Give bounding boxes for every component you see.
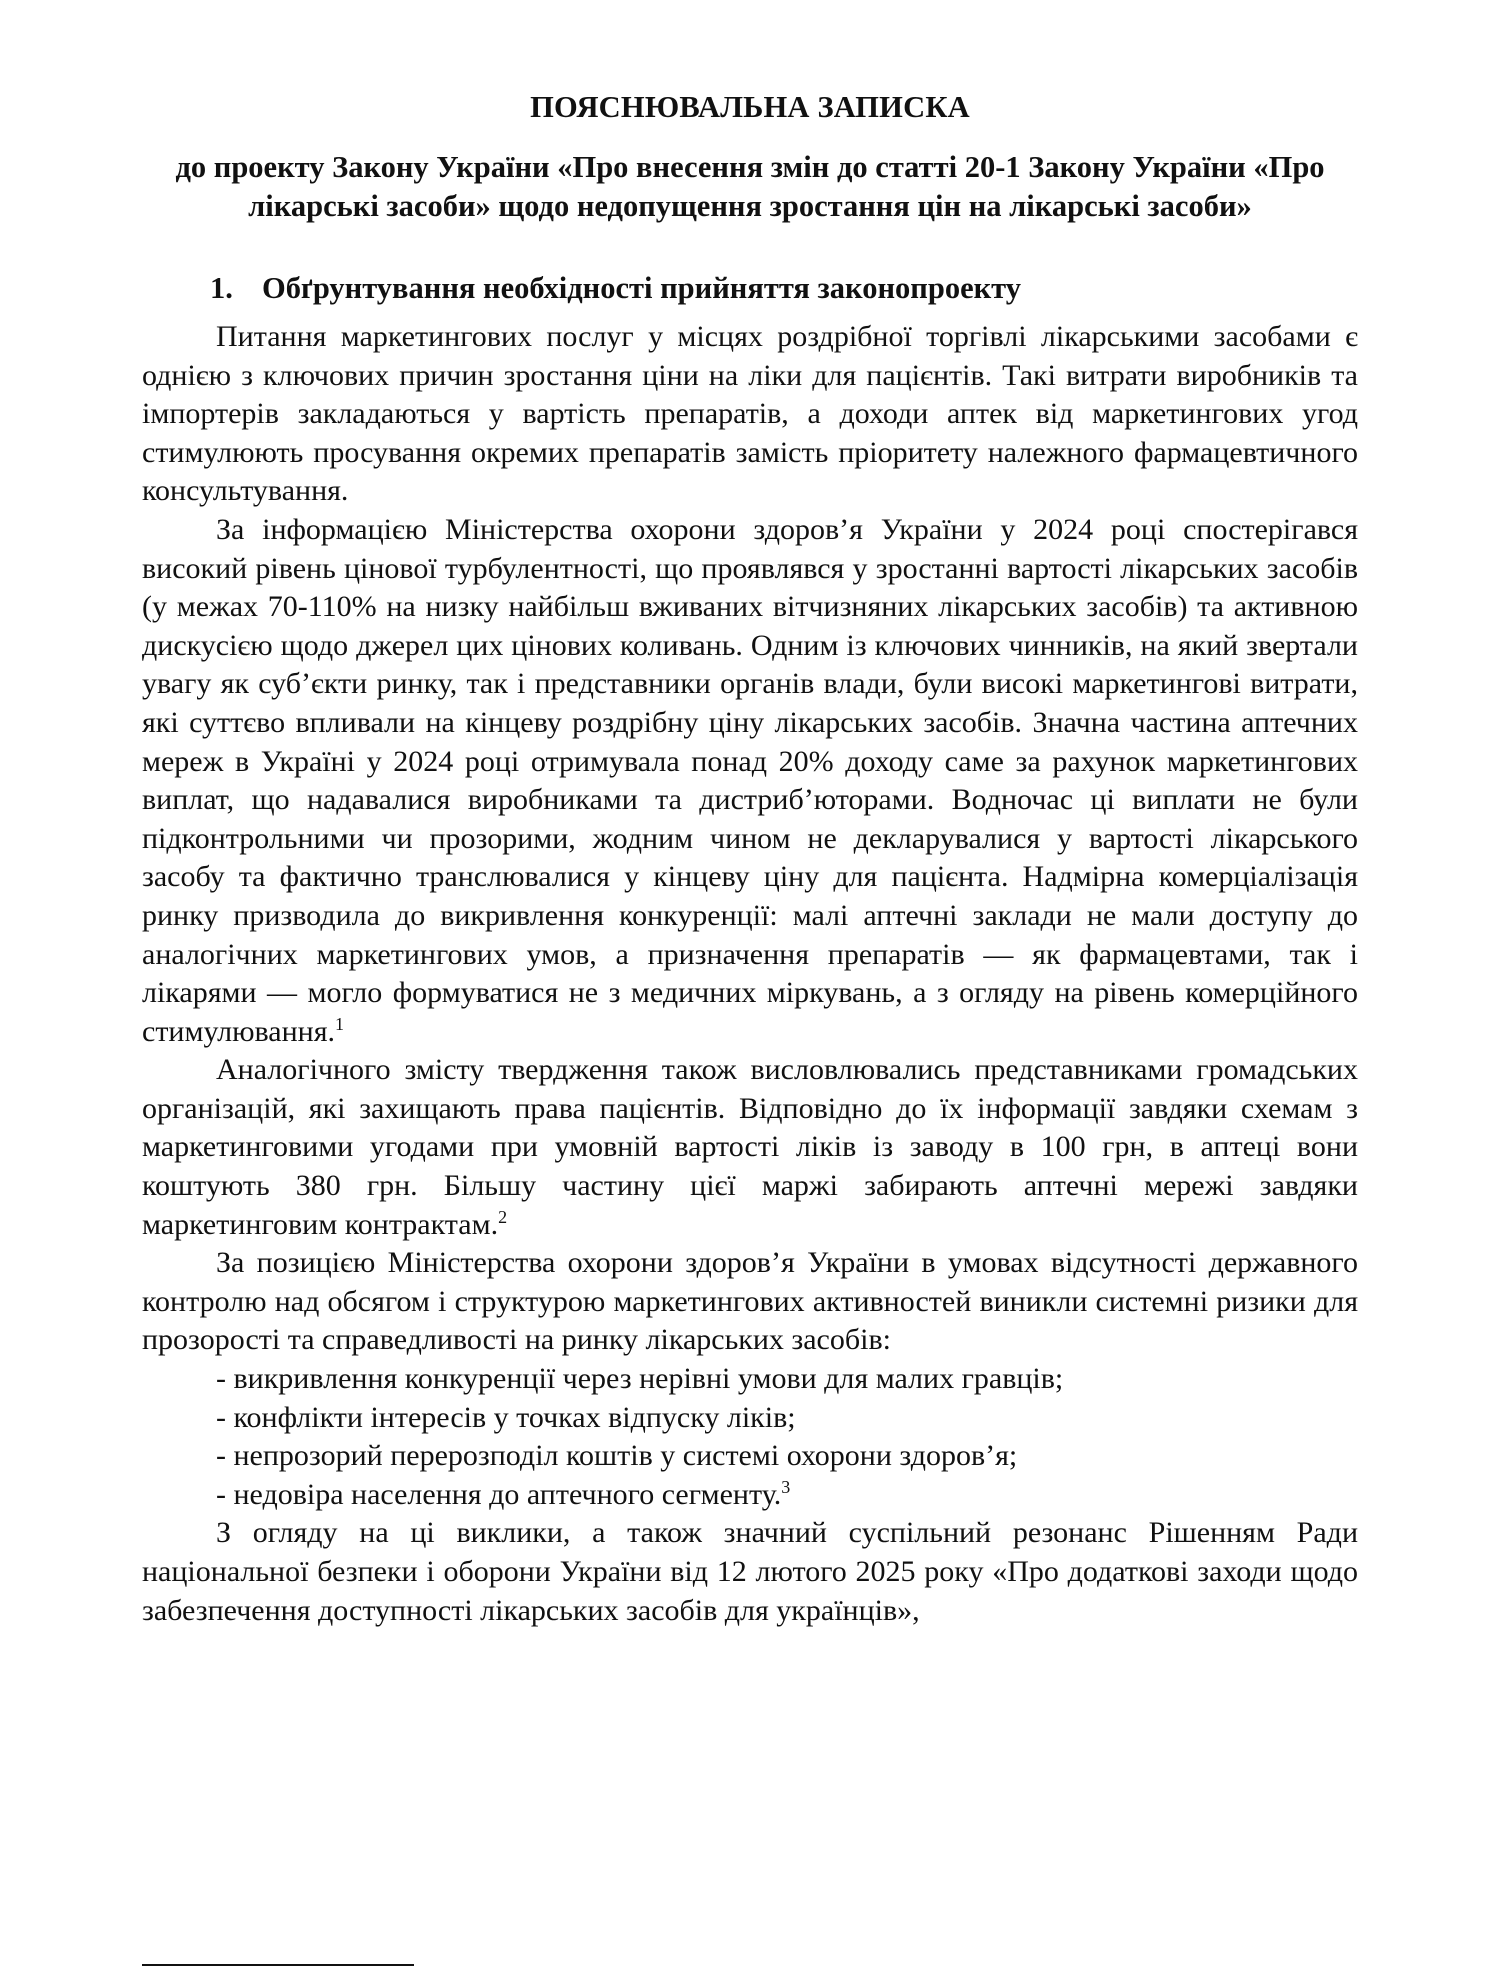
list-item xyxy=(142,1399,1358,1438)
list-item xyxy=(142,1437,1358,1476)
risk-list xyxy=(142,1360,1358,1514)
list-item-text: - непрозорий перерозподіл коштів у системі охорони здоров’я; xyxy=(216,1439,1018,1473)
list-item-text: - викривлення конкуренції через нерівні умови для малих гравців; xyxy=(216,1362,1064,1396)
section-title: Обґрунтування необхідності прийняття законопроекту xyxy=(262,271,1022,305)
paragraph xyxy=(142,1051,1358,1244)
paragraph xyxy=(142,511,1358,1051)
paragraph-text: З огляду на ці виклики, а також значний суспільний резонанс Рішенням Ради національної безпеки і оборони України від 12 лютого 2025 року «Про додаткові заходи щодо забезпечення доступності лікарських засобів для українців», xyxy=(142,1516,1358,1627)
document-title: ПОЯСНЮВАЛЬНА ЗАПИСКА xyxy=(530,90,970,124)
paragraph xyxy=(142,1514,1358,1630)
paragraph xyxy=(142,1244,1358,1360)
footnote-ref[interactable]: 2 xyxy=(498,1206,508,1227)
footnote-ref[interactable]: 1 xyxy=(335,1013,345,1034)
list-item-text: - недовіра населення до аптечного сегменту. xyxy=(216,1477,782,1511)
list-item xyxy=(142,1476,1358,1515)
section-number: 1. xyxy=(210,271,233,305)
paragraph-text: Питання маркетингових послуг у місцях роздрібної торгівлі лікарськими засобами є однією з ключових причин зростання ціни на ліки для пацієнтів. Такі витрати виробників та імпортерів закладаються у вартість препаратів, а доходи аптек від маркетингових угод стимулюють просування окремих препаратів замість пріоритету належного фармацевтичного консультування. xyxy=(142,320,1358,508)
paragraph xyxy=(142,318,1358,511)
footnote-ref[interactable]: 3 xyxy=(781,1476,791,1497)
list-item-text: - конфлікти інтересів у точках відпуску ліків; xyxy=(216,1400,796,1434)
list-item xyxy=(142,1360,1358,1399)
paragraph-text: Аналогічного змісту твердження також висловлювались представниками громадських організацій, які захищають права пацієнтів. Відповідно до їх інформації завдяки схемам з маркетинговими угодами при умовній вартості ліків із заводу в 100 грн, в аптеці вони коштують 380 грн. Більшу частину цієї маржі забирають аптечні мережі завдяки маркетинговим контрактам. xyxy=(142,1053,1358,1241)
paragraph-text: За інформацією Міністерства охорони здоров’я України у 2024 році спостерігався високий рівень цінової турбулентності, що проявлявся у зростанні вартості лікарських засобів (у межах 70-110% на низку найбільш вживаних вітчизняних лікарських засобів) та активною дискусією щодо джерел цих цінових коливань. Одним із ключових чинників, на який звертали увагу як суб’єкти ринку, так і представники органів влади, були високі маркетингові витрати, які суттєво впливали на кінцеву роздрібну ціну лікарських засобів. Значна частина аптечних мереж в Україні у 2024 році отримувала понад 20% доходу саме за рахунок маркетингових виплат, що надавалися виробниками та дистриб’юторами. Водночас ці виплати не були підконтрольними чи прозорими, жодним чином не декларувалися у вартості лікарського засобу та фактично транслювалися у кінцеву ціну для пацієнта. Надмірна комерціалізація ринку призводила до викривлення конкуренції: малі аптечні заклади не мали доступу до аналогічних маркетингових умов, а призначення препаратів — як фармацевтами, так і лікарями — могло формуватися не з медичних міркувань, а з огляду на рівень комерційного стимулювання. xyxy=(142,512,1358,1048)
section-heading xyxy=(142,268,1358,308)
paragraph-text: За позицією Міністерства охорони здоров’я України в умовах відсутності державного контролю над обсягом і структурою маркетингових активностей виникли системні ризики для прозорості та справедливості на ринку лікарських засобів: xyxy=(142,1246,1358,1357)
document-page xyxy=(142,88,1358,1630)
document-subtitle: до проекту Закону України «Про внесення змін до статті 20-1 Закону України «Про лікарські засоби» щодо недопущення зростання цін на лікарські засоби» xyxy=(175,150,1325,223)
footnote-separator xyxy=(142,1964,414,1966)
